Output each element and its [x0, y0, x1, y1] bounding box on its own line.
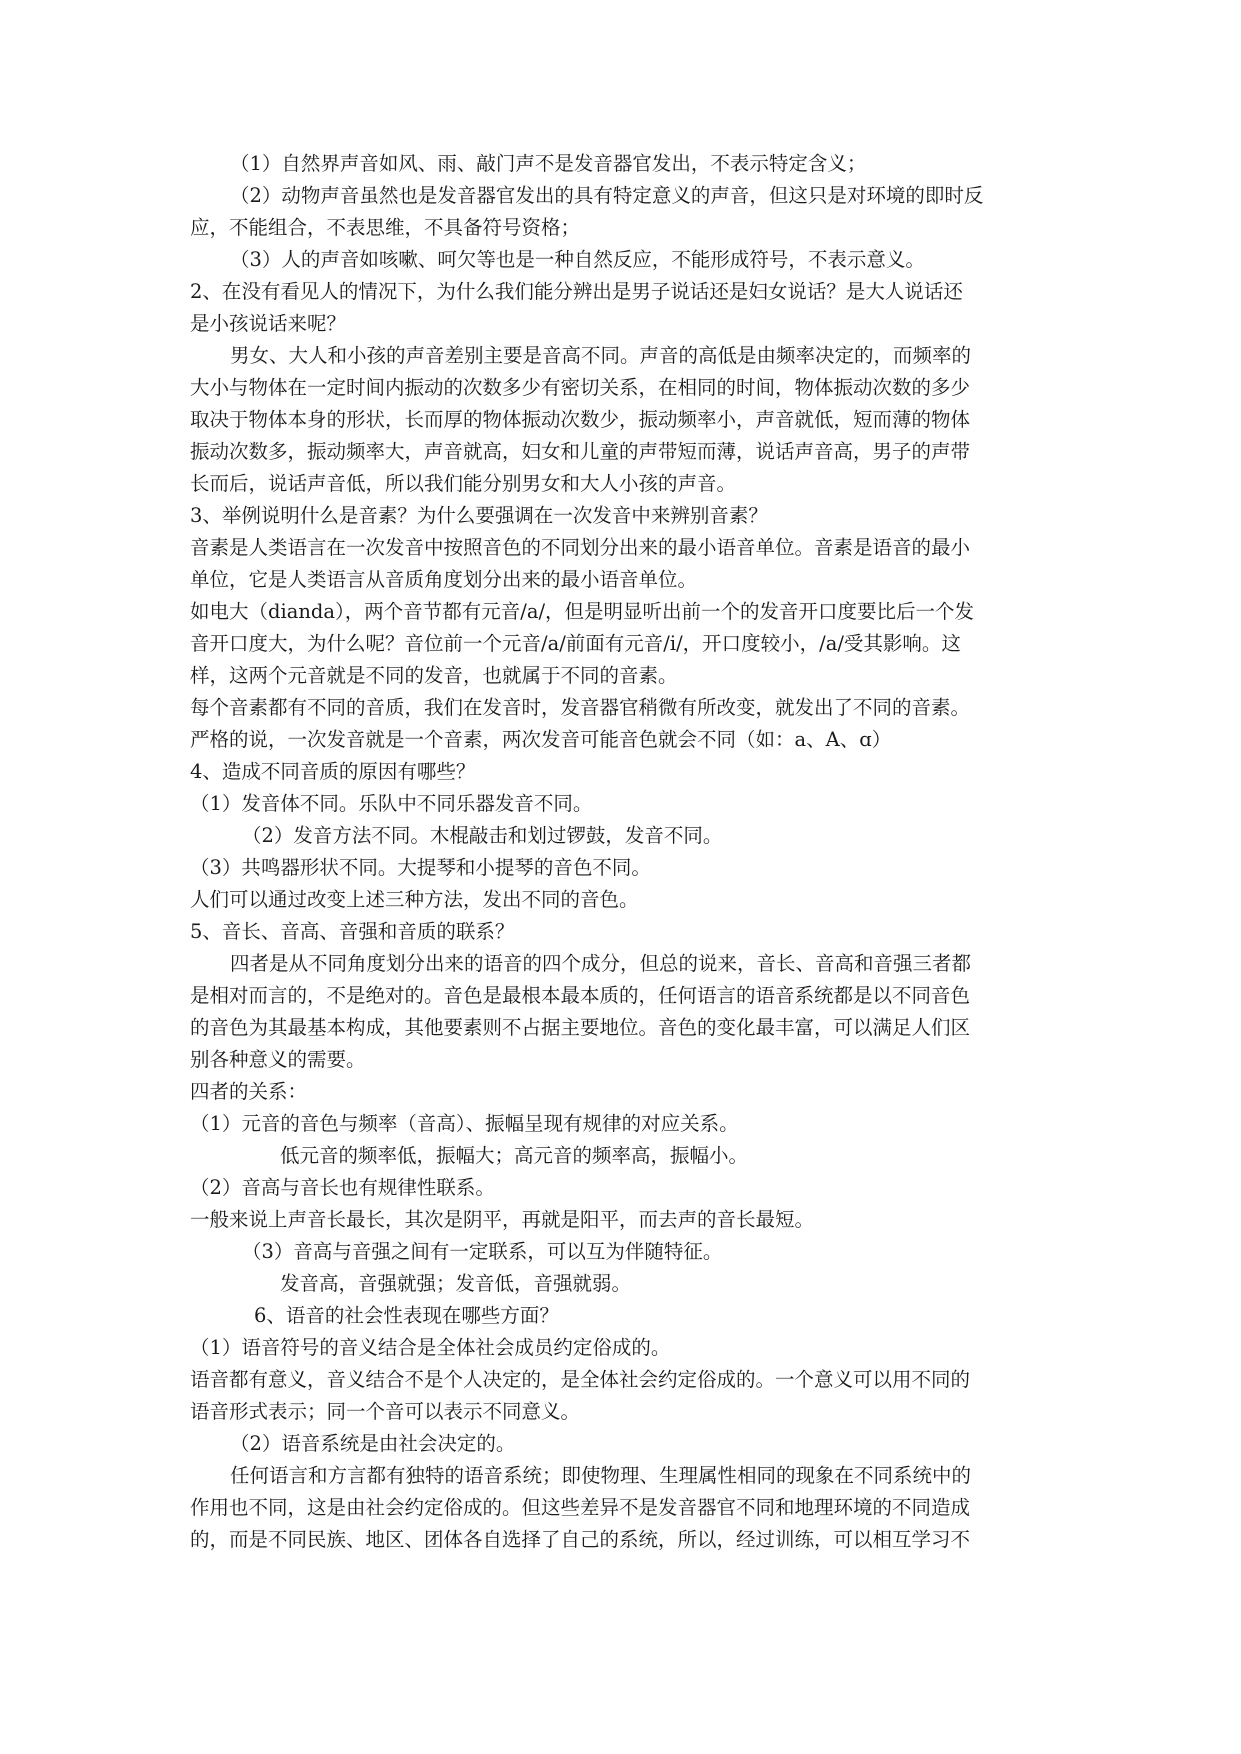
text-line-content: 单位，它是人类语言从音质角度划分出来的最小语音单位。 — [190, 568, 698, 591]
text-line — [190, 852, 1070, 884]
text-line-content: 四者是从不同角度划分出来的语音的四个成分，但总的说来，音长、音高和音强三者都 — [230, 952, 972, 975]
text-line — [190, 1140, 1070, 1172]
text-line — [190, 468, 1070, 500]
text-line-content: 的音色为其最基本构成，其他要素则不占据主要地位。音色的变化最丰富，可以满足人们区 — [190, 1016, 971, 1039]
text-line — [190, 660, 1070, 692]
text-line-content: 是相对而言的，不是绝对的。音色是最根本最本质的，任何语言的语音系统都是以不同音色 — [190, 984, 971, 1007]
text-line — [190, 244, 1070, 276]
text-line — [190, 1524, 1070, 1556]
text-line — [190, 212, 1070, 244]
text-line — [190, 1236, 1070, 1268]
text-line — [190, 1492, 1070, 1524]
text-line — [190, 436, 1070, 468]
text-line-content: （2）音高与音长也有规律性联系。 — [190, 1176, 495, 1199]
text-line-content: 语音都有意义，音义结合不是个人决定的，是全体社会约定俗成的。一个意义可以用不同的 — [190, 1368, 971, 1391]
text-line-content: （2）语音系统是由社会决定的。 — [230, 1432, 516, 1455]
text-line-content: 长而后，说话声音低，所以我们能分别男女和大人小孩的声音。 — [190, 472, 737, 495]
text-line — [190, 980, 1070, 1012]
text-line-content: 6、语音的社会性表现在哪些方面？ — [254, 1304, 559, 1327]
text-line — [190, 1204, 1070, 1236]
text-line — [190, 180, 1070, 212]
text-line-content: 任何语言和方言都有独特的语音系统；即使物理、生理属性相同的现象在不同系统中的 — [230, 1464, 972, 1487]
text-line-content: 别各种意义的需要。 — [190, 1048, 366, 1071]
text-line — [190, 916, 1070, 948]
text-line-content: 每个音素都有不同的音质，我们在发音时，发音器官稍微有所改变，就发出了不同的音素。 — [190, 696, 971, 719]
text-line-content: 一般来说上声音长最长，其次是阴平，再就是阳平，而去声的音长最短。 — [190, 1208, 815, 1231]
text-line-content: （2）动物声音虽然也是发音器官发出的具有特定意义的声音，但这只是对环境的即时反 — [230, 184, 984, 207]
text-line — [190, 1268, 1070, 1300]
text-line — [190, 1300, 1070, 1332]
text-line-content: 音素是人类语言在一次发音中按照音色的不同划分出来的最小语音单位。音素是语音的最小 — [190, 536, 971, 559]
text-line — [190, 788, 1070, 820]
text-line-content: 2、在没有看见人的情况下，为什么我们能分辨出是男子说话还是妇女说话？是大人说话还 — [190, 280, 963, 303]
text-line — [190, 564, 1070, 596]
text-line-content: （2）发音方法不同。木棍敲击和划过锣鼓，发音不同。 — [242, 824, 723, 847]
text-line-content: 作用也不同，这是由社会约定俗成的。但这些差异不是发音器官不同和地理环境的不同造成 — [190, 1496, 971, 1519]
text-line — [190, 148, 1070, 180]
text-line — [190, 1428, 1070, 1460]
text-line-content: 发音高，音强就强；发音低，音强就弱。 — [280, 1272, 632, 1295]
text-line — [190, 1364, 1070, 1396]
text-line-content: （1）元音的音色与频率（音高）、振幅呈现有规律的对应关系。 — [190, 1112, 739, 1135]
text-line-content: 低元音的频率低，振幅大；高元音的频率高，振幅小。 — [280, 1144, 749, 1167]
text-line — [190, 276, 1070, 308]
text-line-content: 四者的关系： — [190, 1080, 308, 1103]
text-line-content: （1）语音符号的音义结合是全体社会成员约定俗成的。 — [190, 1336, 671, 1359]
text-line — [190, 372, 1070, 404]
text-line — [190, 1108, 1070, 1140]
text-line — [190, 1396, 1070, 1428]
text-line-content: 3、举例说明什么是音素？为什么要强调在一次发音中来辨别音素？ — [190, 504, 768, 527]
text-line-content: 大小与物体在一定时间内振动的次数多少有密切关系，在相同的时间，物体振动次数的多少 — [190, 376, 971, 399]
text-line — [190, 1012, 1070, 1044]
text-line-content: 振动次数多，振动频率大，声音就高，妇女和儿童的声带短而薄，说话声音高，男子的声带 — [190, 440, 971, 463]
text-line-content: 男女、大人和小孩的声音差别主要是音高不同。声音的高低是由频率决定的，而频率的 — [230, 344, 972, 367]
text-line-content: 4、造成不同音质的原因有哪些？ — [190, 760, 476, 783]
text-line — [190, 884, 1070, 916]
text-line-content: 5、音长、音高、音强和音质的联系？ — [190, 920, 515, 943]
text-line — [190, 308, 1070, 340]
text-line-content: 音开口度大，为什么呢？音位前一个元音/a/前面有元音/i/，开口度较小，/a/受其影响。这 — [190, 632, 961, 655]
text-line — [190, 692, 1070, 724]
text-line — [190, 724, 1070, 756]
text-line — [190, 1460, 1070, 1492]
text-line — [190, 1172, 1070, 1204]
text-line — [190, 500, 1070, 532]
text-line — [190, 1076, 1070, 1108]
text-line-content: （3）共鸣器形状不同。大提琴和小提琴的音色不同。 — [190, 856, 651, 879]
text-line — [190, 1332, 1070, 1364]
text-line-content: 样，这两个元音就是不同的发音，也就属于不同的音素。 — [190, 664, 678, 687]
text-line-content: 语音形式表示；同一个音可以表示不同意义。 — [190, 1400, 581, 1423]
text-line-content: 的，而是不同民族、地区、团体各自选择了自己的系统，所以，经过训练，可以相互学习不 — [190, 1528, 971, 1551]
text-line-content: 是小孩说话来呢？ — [190, 312, 347, 335]
text-line — [190, 1044, 1070, 1076]
text-line-content: 如电大（dianda），两个音节都有元音/a/，但是明显听出前一个的发音开口度要比后一个发 — [190, 600, 975, 623]
text-line — [190, 532, 1070, 564]
text-line-content: （1）发音体不同。乐队中不同乐器发音不同。 — [190, 792, 593, 815]
text-line-content: 严格的说，一次发音就是一个音素，两次发音可能音色就会不同（如：a、A、ɑ） — [190, 728, 892, 751]
text-line — [190, 596, 1070, 628]
text-line-content: 取决于物体本身的形状，长而厚的物体振动次数少，振动频率小，声音就低，短而薄的物体 — [190, 408, 971, 431]
text-line — [190, 820, 1070, 852]
text-line-content: （3）音高与音强之间有一定联系，可以互为伴随特征。 — [242, 1240, 723, 1263]
text-line-content: 应，不能组合，不表思维，不具备符号资格； — [190, 216, 581, 239]
text-line — [190, 948, 1070, 980]
text-line — [190, 340, 1070, 372]
text-line-content: （1）自然界声音如风、雨、敲门声不是发音器官发出，不表示特定含义； — [230, 152, 867, 175]
text-line — [190, 756, 1070, 788]
text-line — [190, 628, 1070, 660]
text-line — [190, 404, 1070, 436]
text-line-content: （3）人的声音如咳嗽、呵欠等也是一种自然反应，不能形成符号，不表示意义。 — [230, 248, 925, 271]
text-line-content: 人们可以通过改变上述三种方法，发出不同的音色。 — [190, 888, 639, 911]
document-body — [190, 148, 1070, 1556]
